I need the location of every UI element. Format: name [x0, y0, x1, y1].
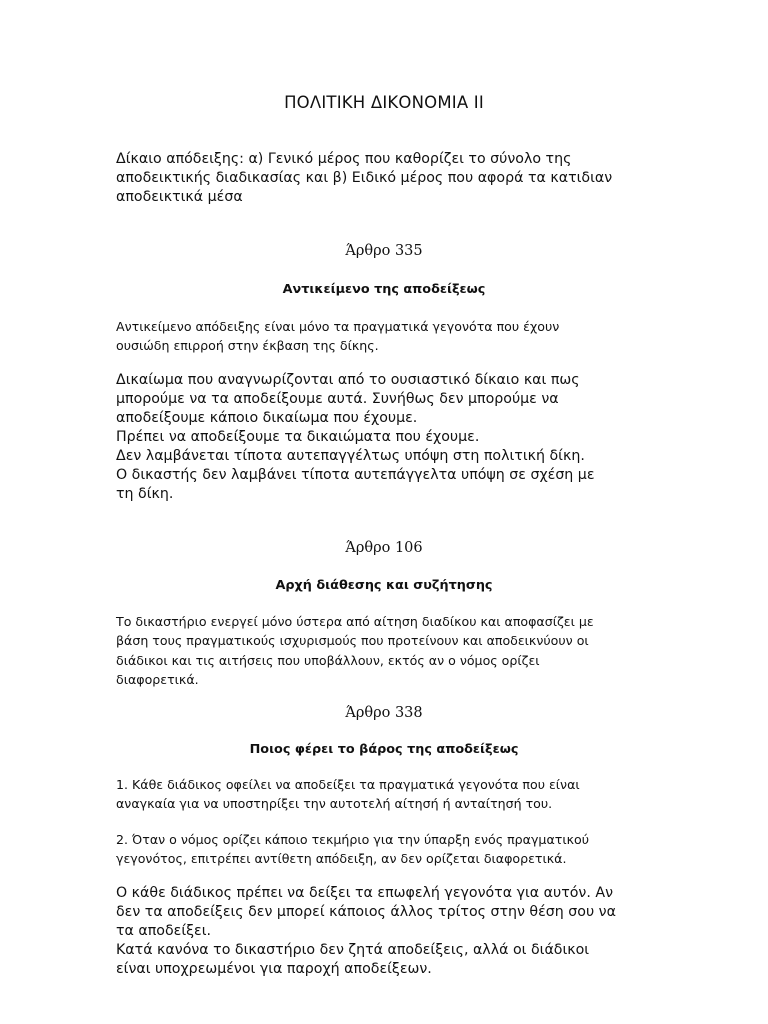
- article-106-title: Άρθρο 106: [345, 540, 423, 556]
- paragraph-line: Δικαίωμα που αναγνωρίζονται από το ουσιαστικό δίκαιο και πως: [116, 372, 580, 388]
- article-338-heading: Ποιος φέρει το βάρος της αποδείξεως: [249, 742, 519, 757]
- article-335-title: Άρθρο 335: [345, 243, 423, 259]
- paragraph-line: διαφορετικά.: [116, 671, 199, 687]
- paragraph-line: αναγκαία για να υποστηρίξει την αυτοτελή αίτησή ή ανταίτησή του.: [116, 796, 553, 812]
- paragraph-line: βάση τους πραγματικούς ισχυρισμούς που προτείνουν και αποδεικνύουν οι: [116, 633, 589, 649]
- paragraph-line: αποδείξουμε κάποιο δικαίωμα που έχουμε.: [116, 410, 418, 426]
- article-338-paragraph-1: [116, 775, 676, 814]
- intro-line: αποδεικτικά μέσα: [116, 189, 243, 205]
- paragraph-line: Πρέπει να αποδείξουμε τα δικαιώματα που έχουμε.: [116, 429, 480, 445]
- intro-line: Δίκαιο απόδειξης: α) Γενικό μέρος που καθορίζει το σύνολο της: [116, 151, 572, 167]
- paragraph-line: 2. Όταν ο νόμος ορίζει κάποιο τεκμήριο για την ύπαρξη ενός πραγματικού: [116, 832, 590, 847]
- paragraph-line: γεγονότος, επιτρέπει αντίθετη απόδειξη, αν δεν ορίζεται διαφορετικά.: [116, 851, 567, 867]
- paragraph-line: Αντικείμενο απόδειξης είναι μόνο τα πραγματικά γεγονότα που έχουν: [116, 319, 560, 334]
- paragraph-line: Ο κάθε διάδικος πρέπει να δείξει τα επωφελή γεγονότα για αυτόν. Αν: [116, 885, 613, 901]
- paragraph-line: είναι υποχρεωμένοι για παροχή αποδείξεων.: [116, 961, 432, 977]
- article-338-paragraph-2: [116, 830, 676, 869]
- paragraph-line: τα αποδείξει.: [116, 923, 212, 939]
- article-338-paragraph-3: [116, 884, 676, 979]
- article-106-paragraph-1: [116, 612, 676, 689]
- paragraph-line: δεν τα αποδείξεις δεν μπορεί κάποιος άλλος τρίτος στην θέση σου να: [116, 904, 616, 920]
- paragraph-line: 1. Κάθε διάδικος οφείλει να αποδείξει τα πραγματικά γεγονότα που είναι: [116, 777, 580, 792]
- paragraph-line: Δεν λαμβάνεται τίποτα αυτεπαγγέλτως υπόψη στη πολιτική δίκη.: [116, 448, 585, 464]
- intro-line: αποδεικτικής διαδικασίας και β) Ειδικό μέρος που αφορά τα κατιδιαν: [116, 170, 613, 186]
- paragraph-line: ουσιώδη επιρροή στην έκβαση της δίκης.: [116, 338, 379, 354]
- document-title: ΠΟΛΙΤΙΚΗ ΔΙΚΟΝΟΜΙΑ ΙΙ: [284, 93, 484, 112]
- paragraph-line: Κατά κανόνα το δικαστήριο δεν ζητά αποδείξεις, αλλά οι διάδικοι: [116, 942, 590, 958]
- intro-paragraph: [116, 150, 676, 207]
- article-338-title: Άρθρο 338: [345, 705, 423, 721]
- paragraph-line: μπορούμε να τα αποδείξουμε αυτά. Συνήθως δεν μπορούμε να: [116, 391, 559, 407]
- article-335-paragraph-2: [116, 371, 676, 504]
- article-106-heading: Αρχή διάθεσης και συζήτησης: [275, 578, 493, 593]
- article-335-heading: Αντικείμενο της αποδείξεως: [282, 282, 486, 297]
- paragraph-line: τη δίκη.: [116, 486, 174, 502]
- paragraph-line: Ο δικαστής δεν λαμβάνει τίποτα αυτεπάγγελτα υπόψη σε σχέση με: [116, 467, 595, 483]
- article-335-paragraph-1: [116, 317, 676, 356]
- paragraph-line: Το δικαστήριο ενεργεί μόνο ύστερα από αίτηση διαδίκου και αποφασίζει με: [116, 614, 594, 629]
- paragraph-line: διάδικοι και τις αιτήσεις που υποβάλλουν, εκτός αν ο νόμος ορίζει: [116, 652, 540, 668]
